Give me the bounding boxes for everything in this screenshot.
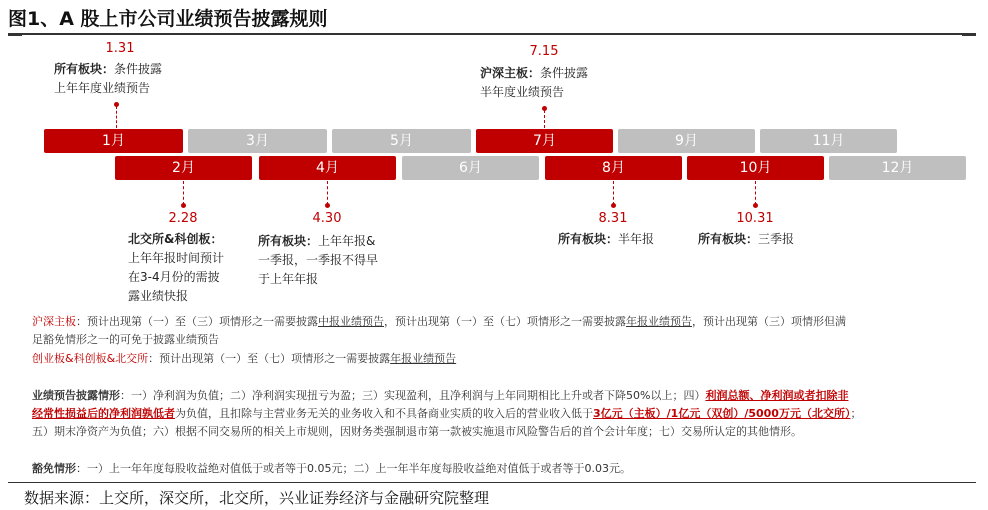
event-stem <box>183 181 184 205</box>
event-text: 半年度业绩预告 <box>480 85 565 99</box>
event-text: 在3-4月份的需披 <box>128 270 220 284</box>
event-text: 上年年报& <box>318 234 376 248</box>
event-date-2-28: 2.28 <box>168 211 198 226</box>
rule-underlined: 中报业绩预告 <box>318 315 384 328</box>
month-aug: 8月 <box>545 156 682 180</box>
event-label: 所有板块： <box>558 232 619 246</box>
event-label: 北交所&科创板： <box>128 232 223 246</box>
rule-text: ：一）上一年年度每股收益绝对值低于或者等于0.05元；二）上一年半年度每股收益绝对值低于或者等于0.03元。 <box>76 462 631 475</box>
event-stem <box>755 181 756 205</box>
event-note-10-31 <box>698 230 794 249</box>
month-dec: 12月 <box>829 156 966 180</box>
month-jul: 7月 <box>476 129 613 153</box>
rule-text: ：预计出现第（一）至（七）项情形之一需要披露 <box>148 352 391 365</box>
event-label: 所有板块： <box>54 62 115 76</box>
rule-conditions <box>32 387 861 441</box>
month-jan: 1月 <box>44 129 183 153</box>
event-text: 三季报 <box>758 232 795 246</box>
event-text: 一季报，一季报不得早 <box>258 253 379 267</box>
event-dot <box>753 203 758 208</box>
event-stem <box>116 106 117 128</box>
right-tick <box>962 35 976 36</box>
rule-label: 豁免情形 <box>32 462 76 475</box>
rule-label: 沪深主板 <box>32 315 76 328</box>
event-date-7-15: 7.15 <box>529 44 559 59</box>
rule-highlight: 经常性损益后的净利润孰低者 <box>32 407 175 420</box>
bottom-rule <box>8 482 976 483</box>
rule-text: ：预计出现第（一）至（三）项情形之一需要披露 <box>76 315 318 328</box>
rule-main-board <box>32 313 846 349</box>
event-text: 条件披露 <box>540 66 589 80</box>
top-rule <box>8 33 976 35</box>
event-date-10-31: 10.31 <box>736 211 774 226</box>
event-date-4-30: 4.30 <box>312 211 342 226</box>
event-note-7-15 <box>480 64 588 102</box>
rule-gem-star-bse <box>32 350 456 368</box>
event-dot <box>325 203 330 208</box>
event-label: 沪深主板： <box>480 66 541 80</box>
event-stem <box>613 181 614 205</box>
rule-highlight: 3亿元（主板）/1亿元（双创）/5000万元（北交所） <box>593 407 851 420</box>
month-mar: 3月 <box>188 129 327 153</box>
month-may: 5月 <box>332 129 471 153</box>
event-note-1-31 <box>54 60 162 98</box>
left-tick <box>8 35 22 36</box>
rule-label: 业绩预告披露情形 <box>32 389 120 402</box>
month-sep: 9月 <box>618 129 755 153</box>
rule-underlined: 年报业绩预告 <box>390 352 457 365</box>
rule-highlight: 利润总额、净利润或者扣除非 <box>705 389 849 402</box>
rule-label: 创业板&科创板&北交所 <box>32 352 149 365</box>
rule-text: 为负值，且扣除与主营业务无关的业务收入和不具备商业实质的收入后的营业收入低于 <box>175 407 593 420</box>
event-text: 上年年度业绩预告 <box>54 81 151 95</box>
event-note-2-28 <box>128 230 224 306</box>
event-text: 条件披露 <box>114 62 163 76</box>
event-stem <box>327 181 328 205</box>
event-date-8-31: 8.31 <box>598 211 628 226</box>
rule-text: ，预计出现第（一）至（七）项情形之一需要披露 <box>384 315 626 328</box>
rule-exemptions <box>32 460 631 478</box>
event-text: 露业绩快报 <box>128 289 189 303</box>
figure-title: 图1、A 股上市公司业绩预告披露规则 <box>8 8 328 30</box>
event-stem <box>544 110 545 128</box>
month-oct: 10月 <box>687 156 824 180</box>
rule-text: ； <box>850 407 862 420</box>
rule-text: ，预计出现第（三）项情形但满 <box>692 315 846 328</box>
month-apr: 4月 <box>259 156 396 180</box>
month-feb: 2月 <box>115 156 252 180</box>
rule-text: ：一）净利润为负值；二）净利润实现扭亏为盈；三）实现盈利，且净利润与上年同期相比上升或者下降50%以上；四） <box>120 389 706 402</box>
event-dot <box>181 203 186 208</box>
event-date-1-31: 1.31 <box>105 41 135 56</box>
source-note: 数据来源：上交所，深交所，北交所，兴业证券经济与金融研究院整理 <box>24 489 490 507</box>
rule-text: 五）期末净资产为负值；六）根据不同交易所的相关上市规则，因财务类强制退市第一款被实施退市风险警告后的首个会计年度；七）交易所认定的其他情形。 <box>32 425 802 438</box>
event-label: 所有板块： <box>698 232 759 246</box>
month-jun: 6月 <box>402 156 539 180</box>
event-note-4-30 <box>258 232 378 289</box>
month-nov: 11月 <box>760 129 897 153</box>
event-text: 半年报 <box>618 232 655 246</box>
event-label: 所有板块： <box>258 234 319 248</box>
event-dot <box>611 203 616 208</box>
rule-text: 足豁免情形之一的可免于披露业绩预告 <box>32 333 219 346</box>
event-text: 上年年报时间预计 <box>128 251 225 265</box>
event-note-8-31 <box>558 230 654 249</box>
event-text: 于上年年报 <box>258 272 319 286</box>
rule-underlined: 年报业绩预告 <box>626 315 692 328</box>
